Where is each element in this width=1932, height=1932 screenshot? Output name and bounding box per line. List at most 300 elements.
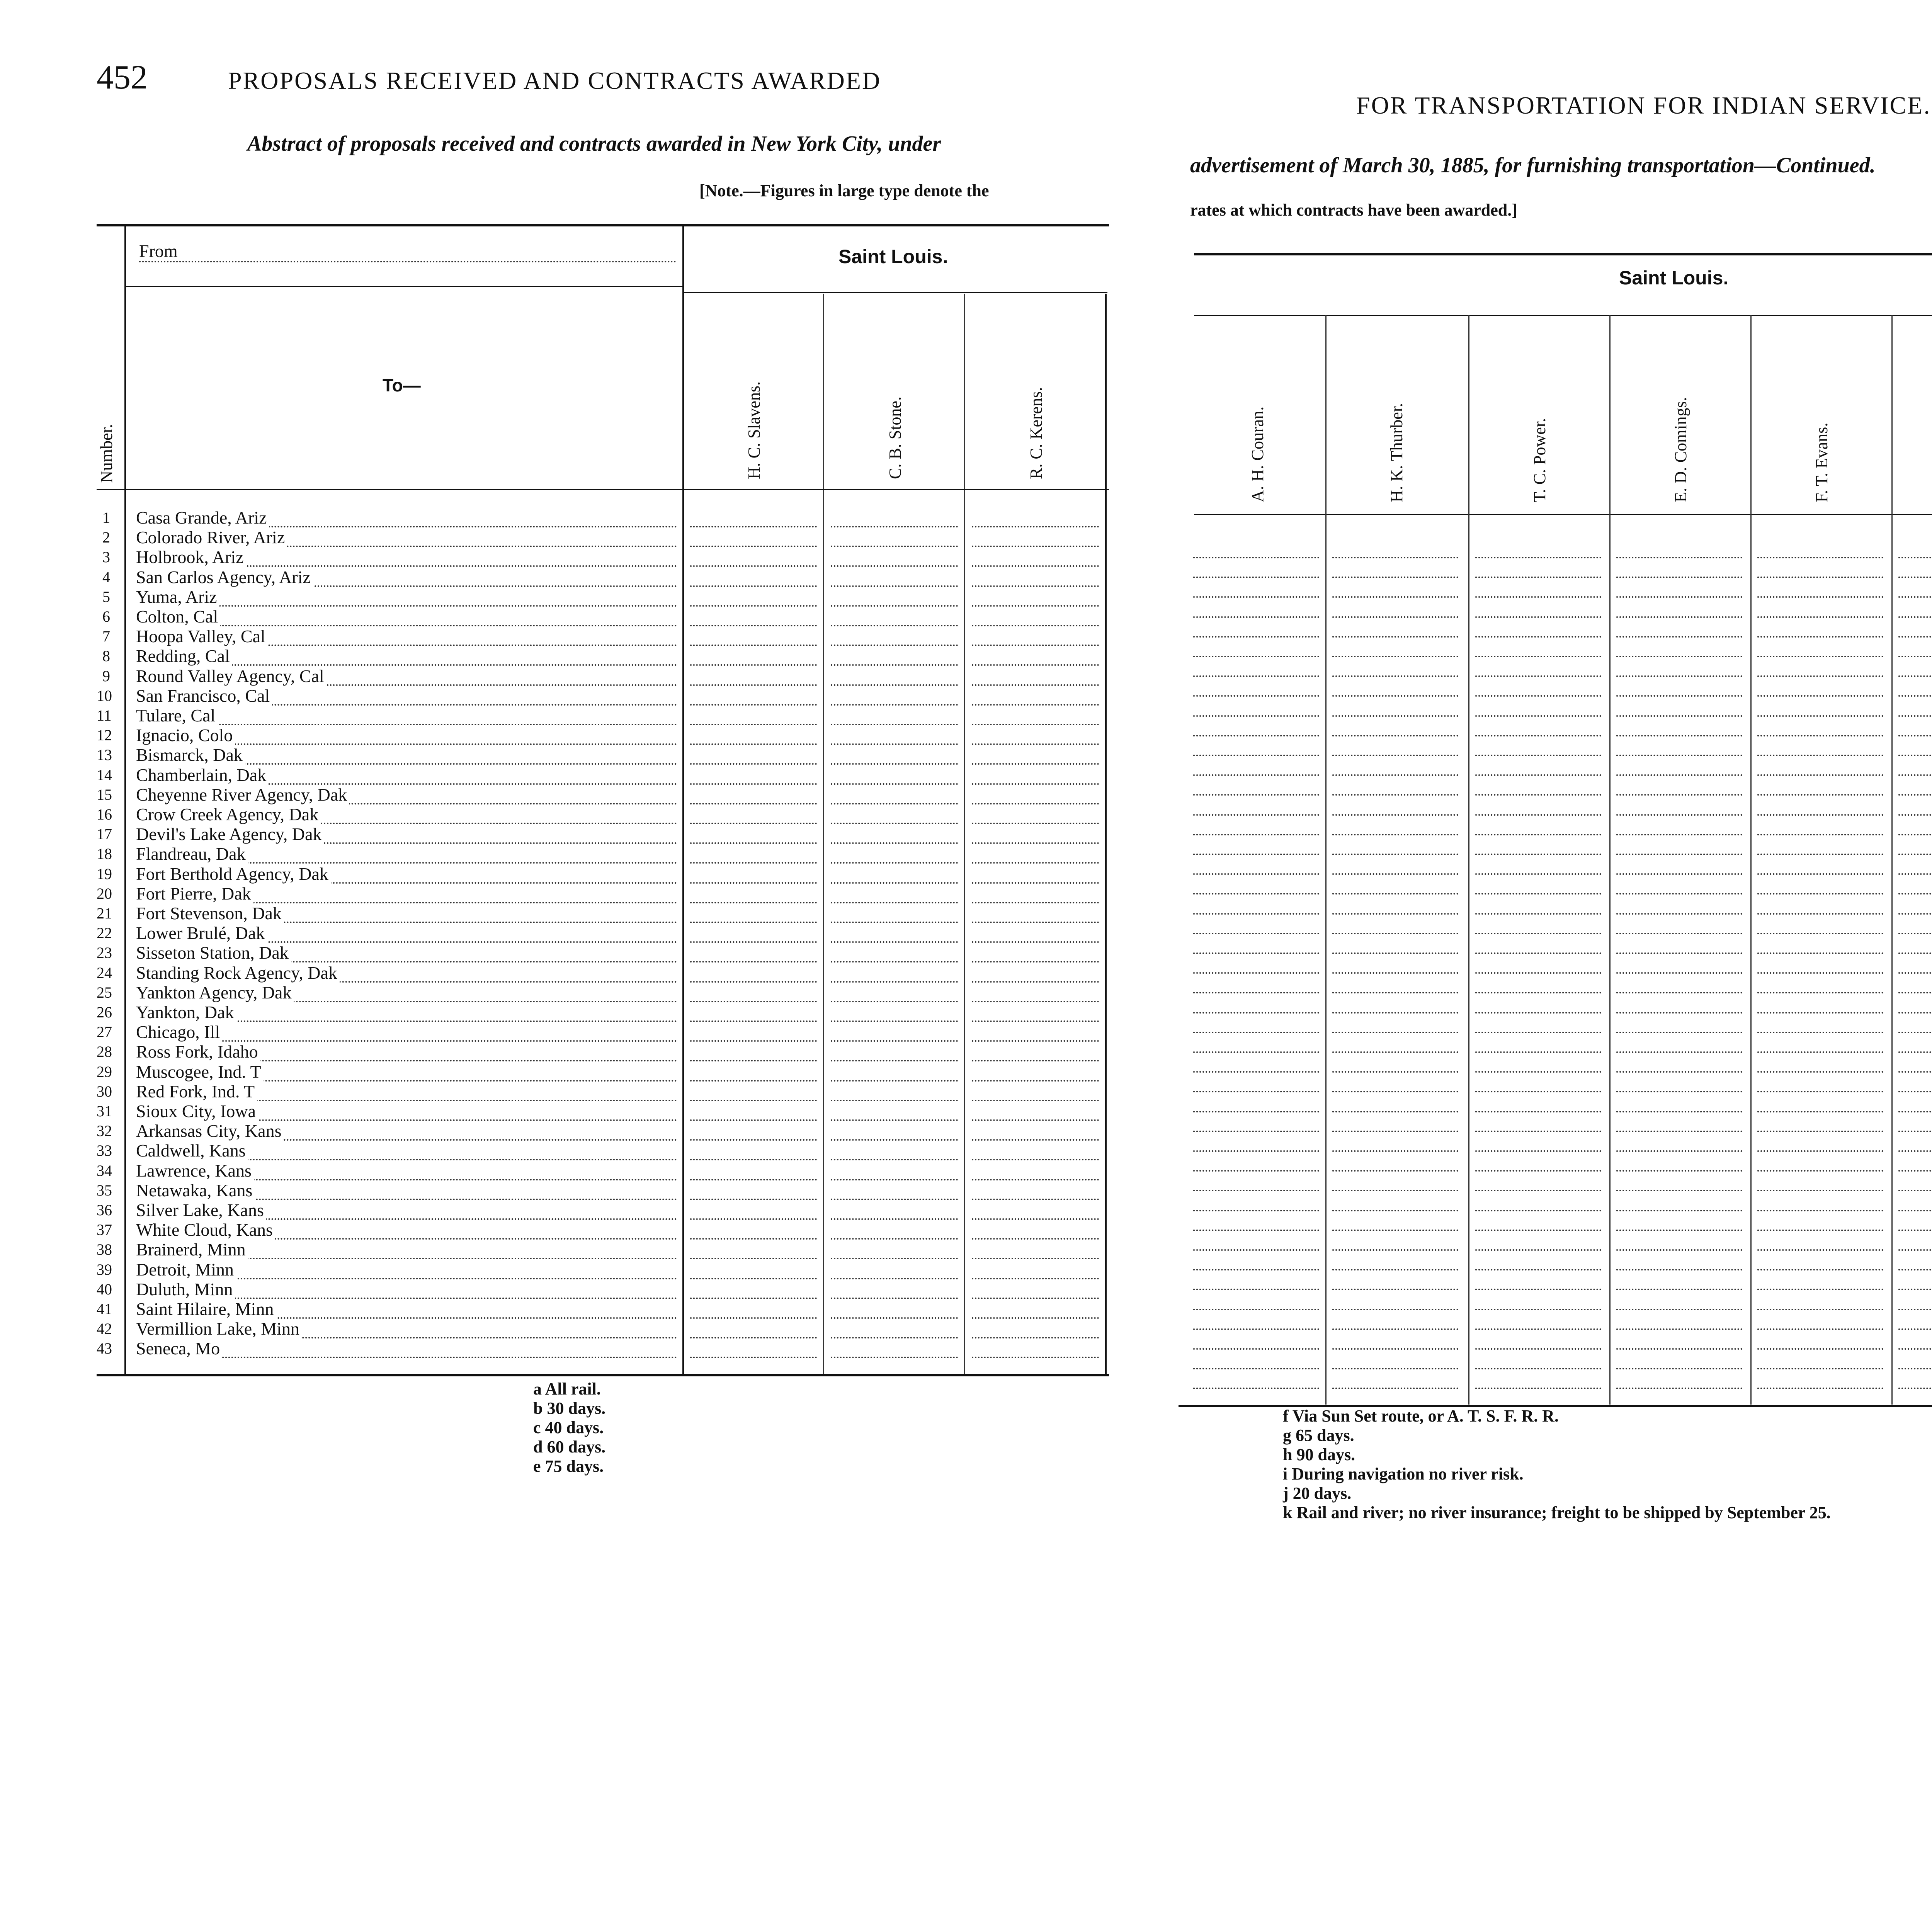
rate-leader (972, 963, 1099, 983)
rate-leader (1616, 1370, 1742, 1389)
rate-leader (1193, 599, 1319, 618)
rate-leader (831, 706, 958, 725)
destination-name: Lawrence, Kans (136, 1161, 254, 1180)
rate-leader (831, 667, 958, 686)
rate-leader (972, 1339, 1099, 1358)
row-number: 25 (97, 983, 112, 1001)
rate-leader (1616, 559, 1742, 578)
left-note: [Note.—Figures in large type denote the (699, 181, 989, 200)
left-table-col-rule (964, 294, 965, 1374)
rate-leader (1757, 638, 1883, 657)
rate-leader (1193, 836, 1319, 855)
row-number: 3 (102, 548, 110, 566)
rate-leader (972, 587, 1099, 607)
rate-leader (1332, 776, 1458, 796)
right-bidder-header: A. H. Couran. (1248, 406, 1267, 502)
rate-leader (1475, 974, 1601, 993)
rate-leader (1757, 1192, 1883, 1211)
rate-leader (972, 667, 1099, 686)
rate-leader (690, 726, 817, 745)
right-page-header: FOR TRANSPORTATION FOR INDIAN SERVICE. (1356, 92, 1931, 119)
rate-leader (1898, 855, 1932, 875)
rate-leader (1757, 1152, 1883, 1172)
row-number: 39 (97, 1260, 112, 1278)
rate-leader (972, 646, 1099, 666)
destination-name: Red Fork, Ind. T (136, 1082, 257, 1101)
left-from-rule (124, 286, 682, 287)
rate-leader (1616, 578, 1742, 598)
rate-leader (1757, 697, 1883, 717)
rate-leader (1616, 836, 1742, 855)
rate-leader (690, 667, 817, 686)
rate-leader (690, 508, 817, 527)
row-number: 12 (97, 726, 112, 744)
destination-name: Yankton Agency, Dak (136, 983, 294, 1002)
rate-leader (1332, 1311, 1458, 1330)
rate-leader (1475, 994, 1601, 1014)
right-table-top-rule (1194, 253, 1932, 255)
right-group-label: Saint Louis. (1619, 267, 1729, 289)
rate-leader (1475, 539, 1601, 558)
rate-leader (1757, 717, 1883, 736)
rate-leader (972, 884, 1099, 903)
rate-leader (1332, 1271, 1458, 1290)
row-number: 26 (97, 1003, 112, 1021)
row-number: 35 (97, 1181, 112, 1199)
left-table-col-rule (823, 294, 824, 1374)
rate-leader (1332, 994, 1458, 1014)
rate-leader (831, 1022, 958, 1042)
rate-leader (831, 1141, 958, 1160)
row-number: 22 (97, 924, 112, 942)
rate-leader (1332, 1350, 1458, 1369)
right-subtitle: advertisement of March 30, 1885, for furnishing transportation—Continued. (1190, 153, 1876, 177)
rate-leader (1616, 599, 1742, 618)
rate-leader (690, 785, 817, 804)
row-number: 1 (102, 509, 110, 526)
rate-leader (1332, 717, 1458, 736)
rate-leader (972, 607, 1099, 626)
rate-leader (690, 1102, 817, 1121)
rate-leader (1332, 1113, 1458, 1132)
rate-leader (1475, 855, 1601, 875)
rate-leader (1332, 816, 1458, 835)
destination-name: Lower Brulé, Dak (136, 923, 267, 943)
rate-leader (1475, 1053, 1601, 1073)
rate-leader (690, 983, 817, 1002)
rate-leader (1475, 559, 1601, 578)
footnote: h 90 days. (1283, 1445, 1355, 1464)
rate-leader (972, 627, 1099, 646)
row-number: 7 (102, 628, 110, 645)
rate-leader (1193, 1093, 1319, 1112)
destination-name: Caldwell, Kans (136, 1141, 248, 1160)
rate-leader (1193, 816, 1319, 835)
rate-leader (1898, 836, 1932, 855)
rate-leader (1616, 954, 1742, 974)
rate-leader (1332, 935, 1458, 954)
rate-leader (1616, 1053, 1742, 1073)
rate-leader (1898, 559, 1932, 578)
rate-leader (1898, 578, 1932, 598)
rate-leader (690, 646, 817, 666)
rate-leader (1757, 895, 1883, 915)
rate-leader (1193, 1172, 1319, 1191)
rate-leader (1193, 994, 1319, 1014)
destination-name: Colorado River, Ariz (136, 528, 287, 547)
rate-leader (690, 1280, 817, 1299)
footnote: f Via Sun Set route, or A. T. S. F. R. R. (1283, 1406, 1559, 1425)
rate-leader (1757, 1271, 1883, 1290)
rate-leader (1193, 1152, 1319, 1172)
rate-leader (1898, 1350, 1932, 1369)
rate-leader (1757, 836, 1883, 855)
rate-leader (1616, 677, 1742, 697)
row-number: 10 (97, 687, 112, 704)
rate-leader (972, 983, 1099, 1002)
rate-leader (1332, 954, 1458, 974)
row-number: 41 (97, 1300, 112, 1318)
row-number: 8 (102, 647, 110, 665)
row-number: 37 (97, 1221, 112, 1239)
rate-leader (972, 1299, 1099, 1319)
rate-leader (1757, 954, 1883, 974)
rate-leader (831, 844, 958, 864)
rate-leader (1757, 599, 1883, 618)
rate-leader (1475, 1330, 1601, 1350)
rate-leader (690, 1201, 817, 1220)
left-bidder-header: H. C. Slavens. (745, 381, 764, 479)
rate-leader (831, 587, 958, 607)
rate-leader (831, 548, 958, 567)
rate-leader (1757, 1291, 1883, 1310)
rate-leader (972, 904, 1099, 923)
rate-leader (1616, 935, 1742, 954)
destination-name: Saint Hilaire, Minn (136, 1299, 276, 1319)
rate-leader (972, 1141, 1099, 1160)
destination-name: Fort Stevenson, Dak (136, 904, 284, 923)
rate-leader (1332, 855, 1458, 875)
rate-leader (1898, 1014, 1932, 1033)
destination-name: Brainerd, Minn (136, 1240, 248, 1259)
destination-name: Silver Lake, Kans (136, 1201, 266, 1220)
from-row (139, 242, 676, 262)
rate-leader (1616, 1073, 1742, 1092)
rate-leader (831, 1003, 958, 1022)
rate-leader (1332, 1212, 1458, 1231)
rate-leader (831, 765, 958, 785)
rate-leader (1332, 1073, 1458, 1092)
rate-leader (1475, 1350, 1601, 1369)
rate-leader (831, 825, 958, 844)
row-number: 11 (97, 707, 112, 724)
rate-leader (972, 1240, 1099, 1259)
rate-leader (1898, 1113, 1932, 1132)
rate-leader (1898, 737, 1932, 756)
left-bidder-header: C. B. Stone. (885, 396, 905, 479)
destination-name: Chicago, Ill (136, 1022, 222, 1042)
rate-leader (1757, 776, 1883, 796)
rate-leader (972, 706, 1099, 725)
rate-leader (1193, 1212, 1319, 1231)
row-number: 5 (102, 588, 110, 605)
rate-leader (1332, 737, 1458, 756)
destination-name: Arkansas City, Kans (136, 1121, 284, 1141)
rate-leader (831, 1062, 958, 1082)
destination-name: Muscogee, Ind. T (136, 1062, 264, 1082)
right-bidder-header: F. T. Evans. (1812, 422, 1831, 502)
rate-leader (1898, 697, 1932, 717)
row-number: 21 (97, 905, 112, 922)
right-group-rule (1194, 315, 1932, 316)
rate-leader (1193, 1192, 1319, 1211)
left-number-label: Number. (97, 424, 116, 483)
rate-leader (1475, 717, 1601, 736)
destination-name: Seneca, Mo (136, 1339, 222, 1358)
rate-leader (1193, 935, 1319, 954)
left-page-header: PROPOSALS RECEIVED AND CONTRACTS AWARDED (228, 67, 881, 94)
rate-leader (831, 568, 958, 587)
rate-leader (1757, 578, 1883, 598)
rate-leader (1757, 1073, 1883, 1092)
rate-leader (972, 825, 1099, 844)
row-number: 27 (97, 1023, 112, 1041)
rate-leader (1757, 855, 1883, 875)
rate-leader (1616, 638, 1742, 657)
rate-leader (1898, 638, 1932, 657)
rate-leader (1475, 677, 1601, 697)
rate-leader (690, 686, 817, 706)
rate-leader (1193, 559, 1319, 578)
destination-name: San Francisco, Cal (136, 686, 272, 706)
rate-leader (690, 1181, 817, 1200)
right-bidder-header: T. C. Power. (1530, 418, 1549, 502)
rate-leader (1757, 915, 1883, 934)
rate-leader (1757, 1014, 1883, 1033)
rate-leader (1757, 796, 1883, 816)
rate-leader (1332, 1370, 1458, 1389)
rate-leader (1475, 935, 1601, 954)
rate-leader (1616, 757, 1742, 776)
rate-leader (972, 1003, 1099, 1022)
rate-leader (1757, 539, 1883, 558)
rate-leader (1475, 1152, 1601, 1172)
rate-leader (1898, 1034, 1932, 1053)
rate-leader (1898, 1291, 1932, 1310)
rate-leader (1332, 1053, 1458, 1073)
rate-leader (972, 745, 1099, 765)
rate-leader (1898, 1271, 1932, 1290)
rate-leader (1757, 1350, 1883, 1369)
rate-leader (1616, 796, 1742, 816)
rate-leader (1332, 578, 1458, 598)
rate-leader (1757, 1113, 1883, 1132)
rate-leader (1898, 618, 1932, 638)
rate-leader (1475, 895, 1601, 915)
row-number: 16 (97, 806, 112, 823)
rate-leader (1193, 697, 1319, 717)
left-page-number: 452 (97, 59, 148, 96)
rate-leader (1898, 895, 1932, 915)
right-header-bottom-rule (1194, 514, 1932, 515)
rate-leader (1193, 1073, 1319, 1092)
rate-leader (1757, 737, 1883, 756)
rate-leader (972, 1102, 1099, 1121)
destination-name: Chamberlain, Dak (136, 765, 269, 785)
to-label: To— (383, 375, 421, 395)
destination-name: Colton, Cal (136, 607, 220, 626)
right-table-col-rule (1891, 315, 1893, 1405)
row-number: 33 (97, 1142, 112, 1160)
footnote: i During navigation no river risk. (1283, 1464, 1524, 1483)
rate-leader (1332, 1093, 1458, 1112)
rate-leader (1193, 895, 1319, 915)
rate-leader (1193, 737, 1319, 756)
rate-leader (972, 1042, 1099, 1061)
rate-leader (1898, 717, 1932, 736)
rate-leader (1193, 757, 1319, 776)
row-number: 23 (97, 944, 112, 962)
row-number: 40 (97, 1280, 112, 1298)
rate-leader (1757, 1311, 1883, 1330)
rate-leader (1332, 658, 1458, 677)
rate-leader (690, 963, 817, 983)
rate-leader (1898, 974, 1932, 993)
destination-name: Duluth, Minn (136, 1280, 235, 1299)
left-header-bottom-rule (97, 489, 1109, 490)
rate-leader (1757, 658, 1883, 677)
rate-leader (972, 1280, 1099, 1299)
rate-leader (1898, 1093, 1932, 1112)
rate-leader (831, 686, 958, 706)
rate-leader (1616, 895, 1742, 915)
rate-leader (1193, 776, 1319, 796)
rate-leader (690, 1339, 817, 1358)
destination-name: Netawaka, Kans (136, 1181, 255, 1200)
left-table-col-rule (682, 226, 684, 1374)
from-label: From (139, 242, 180, 261)
rate-leader (1332, 915, 1458, 934)
right-table-col-rule (1468, 315, 1469, 1405)
rate-leader (972, 548, 1099, 567)
rate-leader (1616, 1291, 1742, 1310)
rate-leader (972, 1062, 1099, 1082)
rate-leader (690, 1299, 817, 1319)
rate-leader (1475, 618, 1601, 638)
rate-leader (1757, 1133, 1883, 1152)
rate-leader (1193, 1330, 1319, 1350)
rate-leader (1193, 618, 1319, 638)
row-number: 34 (97, 1162, 112, 1179)
rate-leader (1193, 1133, 1319, 1152)
rate-leader (972, 1260, 1099, 1279)
rate-leader (1475, 1034, 1601, 1053)
rate-leader (1616, 1330, 1742, 1350)
rate-leader (690, 765, 817, 785)
destination-name: San Carlos Agency, Ariz (136, 568, 313, 587)
rate-leader (1616, 1251, 1742, 1270)
rate-leader (1898, 599, 1932, 618)
rate-leader (690, 1141, 817, 1160)
rate-leader (972, 528, 1099, 547)
rate-leader (831, 528, 958, 547)
destination-name: Crow Creek Agency, Dak (136, 805, 321, 824)
rate-leader (1475, 1271, 1601, 1290)
rate-leader (972, 508, 1099, 527)
rate-leader (831, 983, 958, 1002)
rate-leader (690, 587, 817, 607)
rate-leader (1332, 559, 1458, 578)
right-table-col-rule (1325, 315, 1327, 1405)
rate-leader (1332, 836, 1458, 855)
rate-leader (831, 1280, 958, 1299)
rate-leader (1616, 1172, 1742, 1191)
rate-leader (690, 1082, 817, 1101)
rate-leader (1332, 1172, 1458, 1191)
rate-leader (690, 1062, 817, 1082)
rate-leader (1193, 578, 1319, 598)
rate-leader (690, 745, 817, 765)
rate-leader (972, 686, 1099, 706)
rate-leader (1475, 578, 1601, 598)
footnote: d 60 days. (533, 1437, 606, 1456)
destination-name: Standing Rock Agency, Dak (136, 963, 340, 983)
rate-leader (831, 963, 958, 983)
footnote: j 20 days. (1283, 1484, 1352, 1503)
rate-leader (1616, 1311, 1742, 1330)
rate-leader (1332, 1291, 1458, 1310)
rate-leader (1616, 855, 1742, 875)
rate-leader (1332, 875, 1458, 895)
footnote: b 30 days. (533, 1399, 606, 1418)
footnote: g 65 days. (1283, 1426, 1354, 1445)
rate-leader (1332, 697, 1458, 717)
rate-leader (1898, 1053, 1932, 1073)
rate-leader (1193, 1113, 1319, 1132)
footnote: a All rail. (533, 1379, 601, 1398)
rate-leader (1616, 717, 1742, 736)
rate-leader (1757, 1212, 1883, 1231)
row-number: 43 (97, 1340, 112, 1357)
destination-name: Bismarck, Dak (136, 745, 245, 765)
rate-leader (1193, 638, 1319, 657)
rate-leader (1616, 1212, 1742, 1231)
destination-name: Ross Fork, Idaho (136, 1042, 260, 1061)
rate-leader (831, 805, 958, 824)
rate-leader (831, 646, 958, 666)
rate-leader (972, 1161, 1099, 1180)
destination-name: Yuma, Ariz (136, 587, 219, 607)
rate-leader (1332, 796, 1458, 816)
row-number: 32 (97, 1122, 112, 1140)
rate-leader (690, 1260, 817, 1279)
rate-leader (1193, 1350, 1319, 1369)
rate-leader (1757, 994, 1883, 1014)
rate-leader (1475, 1073, 1601, 1092)
rate-leader (690, 1220, 817, 1240)
rate-leader (1616, 618, 1742, 638)
row-number: 15 (97, 786, 112, 803)
rate-leader (1898, 1251, 1932, 1270)
rate-leader (1898, 539, 1932, 558)
right-bidder-header: E. D. Comings. (1671, 397, 1690, 502)
rate-leader (1898, 1231, 1932, 1251)
rate-leader (1475, 599, 1601, 618)
row-number: 17 (97, 825, 112, 843)
destination-name: Fort Berthold Agency, Dak (136, 864, 331, 884)
row-number: 42 (97, 1320, 112, 1338)
right-table-col-rule (1609, 315, 1611, 1405)
